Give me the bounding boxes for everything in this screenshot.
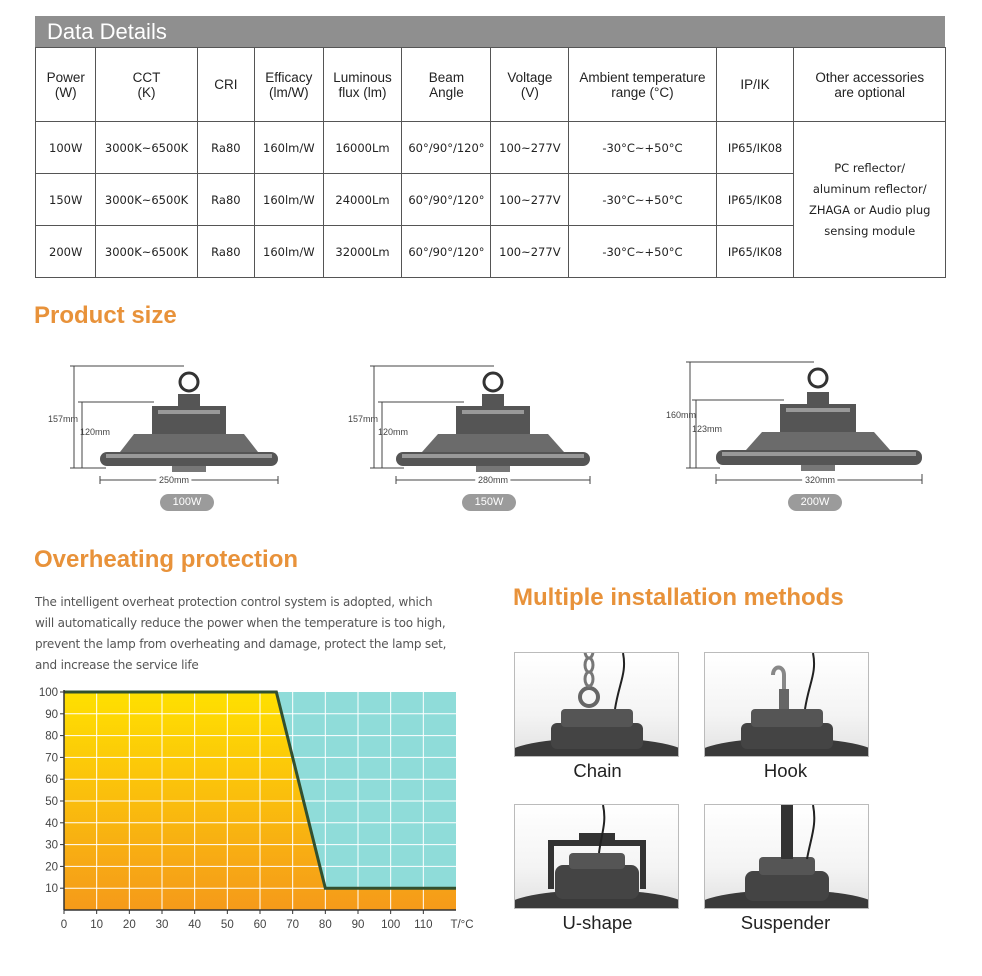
header-accessories: Other accessories are optional <box>794 48 946 122</box>
x-tick-label: 70 <box>286 919 300 931</box>
cell-cct: 3000K~6500K <box>96 122 197 174</box>
x-tick-label: 0 <box>60 919 68 931</box>
chain-mount-photo <box>514 652 679 757</box>
width-label: 320mm <box>804 475 836 485</box>
y-tick-label: 30 <box>45 839 58 852</box>
installation-heading: Multiple installation methods <box>513 584 844 611</box>
header-ambient-temperature: Ambient temperature range (°C) <box>569 48 716 122</box>
hook-mount-photo <box>704 652 869 757</box>
cell-ip-ik: IP65/IK08 <box>716 122 794 174</box>
cell-beam-angle: 60°/90°/120° <box>402 122 491 174</box>
y-tick-label: 60 <box>45 774 58 787</box>
y-tick-label: 90 <box>45 708 58 721</box>
body-height-label: 123mm <box>692 424 723 434</box>
cell-power: 150W <box>36 174 96 226</box>
x-tick-label: 10 <box>90 919 104 931</box>
power-pill-100w: 100W <box>160 494 214 511</box>
chain-mount-icon <box>515 653 678 756</box>
hook-mount-icon <box>705 653 868 756</box>
u-shape-mount-photo <box>514 804 679 909</box>
cell-cri: Ra80 <box>197 174 254 226</box>
chart-y-ticks <box>39 687 64 895</box>
x-tick-label: 40 <box>188 919 202 931</box>
total-height-label: 157mm <box>348 414 379 424</box>
u-shape-label: U-shape <box>562 912 633 933</box>
data-details-table <box>35 47 946 278</box>
y-tick-label: 80 <box>45 730 58 743</box>
cell-ambient-temperature: -30°C~+50°C <box>569 226 716 278</box>
lamp-dimension-drawing-100w <box>44 362 294 492</box>
y-tick-label: 70 <box>45 752 58 765</box>
cell-voltage: 100~277V <box>491 122 569 174</box>
header-cct: CCT (K) <box>96 48 197 122</box>
cell-ip-ik: IP65/IK08 <box>716 226 794 278</box>
data-details-title: Data Details <box>47 19 167 44</box>
u-bracket-mount-icon <box>515 805 678 908</box>
power-temperature-chart <box>28 684 480 940</box>
suspender-pipe-mount-icon <box>705 805 868 908</box>
y-tick-label: 40 <box>45 817 58 830</box>
x-tick-label: 20 <box>122 919 136 931</box>
cell-beam-angle: 60°/90°/120° <box>402 174 491 226</box>
lamp-dimension-drawing-200w <box>664 356 934 490</box>
y-tick-label: 100 <box>38 687 58 699</box>
cell-efficacy: 160lm/W <box>255 122 324 174</box>
cell-luminous-flux: 24000Lm <box>323 174 402 226</box>
cell-ip-ik: IP65/IK08 <box>716 174 794 226</box>
hook-label: Hook <box>763 760 808 781</box>
cell-beam-angle: 60°/90°/120° <box>402 226 491 278</box>
overheating-heading: Overheating protection <box>34 546 299 573</box>
y-tick-label: 10 <box>45 883 58 896</box>
cell-voltage: 100~277V <box>491 226 569 278</box>
cell-cct: 3000K~6500K <box>96 226 197 278</box>
header-ip-ik: IP/IK <box>716 48 794 122</box>
cell-voltage: 100~277V <box>491 174 569 226</box>
cell-cri: Ra80 <box>197 122 254 174</box>
header-luminous-flux: Luminous flux (lm) <box>323 48 402 122</box>
cell-power: 200W <box>36 226 96 278</box>
cell-power: 100W <box>36 122 96 174</box>
total-height-label: 157mm <box>48 414 79 424</box>
cell-ambient-temperature: -30°C~+50°C <box>569 174 716 226</box>
x-tick-label: 50 <box>220 919 234 931</box>
power-pill-200w: 200W <box>788 494 842 511</box>
header-voltage: Voltage (V) <box>491 48 569 122</box>
cell-cct: 3000K~6500K <box>96 174 197 226</box>
chart-x-ticks <box>61 910 433 931</box>
header-power: Power (W) <box>36 48 96 122</box>
lamp-dimension-drawing-150w <box>344 362 604 492</box>
chain-label: Chain <box>573 760 622 781</box>
header-cri: CRI <box>197 48 254 122</box>
body-height-label: 120mm <box>378 427 409 437</box>
x-tick-label: 60 <box>253 919 267 931</box>
cell-luminous-flux: 32000Lm <box>323 226 402 278</box>
table-header-row <box>36 48 946 122</box>
suspender-mount-photo <box>704 804 869 909</box>
total-height-label: 160mm <box>666 410 697 420</box>
x-tick-label: 90 <box>351 919 365 931</box>
suspender-label: Suspender <box>740 912 831 933</box>
width-label: 250mm <box>158 475 190 485</box>
y-tick-label: 50 <box>45 796 58 808</box>
width-label: 280mm <box>477 475 509 485</box>
table-row <box>36 122 946 174</box>
chart-x-axis-label: T/°C <box>450 919 474 931</box>
x-tick-label: 110 <box>414 919 433 931</box>
x-tick-label: 100 <box>381 919 401 931</box>
data-details-title-bar <box>35 16 945 47</box>
power-pill-150w: 150W <box>462 494 516 511</box>
x-tick-label: 30 <box>155 919 169 931</box>
cell-efficacy: 160lm/W <box>255 226 324 278</box>
body-height-label: 120mm <box>80 427 111 437</box>
cell-efficacy: 160lm/W <box>255 174 324 226</box>
cell-luminous-flux: 16000Lm <box>323 122 402 174</box>
header-beam-angle: Beam Angle <box>402 48 491 122</box>
product-size-heading: Product size <box>34 302 177 329</box>
x-tick-label: 80 <box>318 919 332 931</box>
cell-cri: Ra80 <box>197 226 254 278</box>
header-efficacy: Efficacy (lm/W) <box>255 48 324 122</box>
y-tick-label: 20 <box>45 861 58 874</box>
cell-accessories: PC reflector/ aluminum reflector/ ZHAGA or Audio plug sensing module <box>794 122 946 278</box>
cell-ambient-temperature: -30°C~+50°C <box>569 122 716 174</box>
overheating-description: The intelligent overheat protection control system is adopted, which will automatically reduce the power when the temperature is too high, prevent the lamp from overheating and damage, protect the lamp set, and increase the service life <box>35 595 447 672</box>
